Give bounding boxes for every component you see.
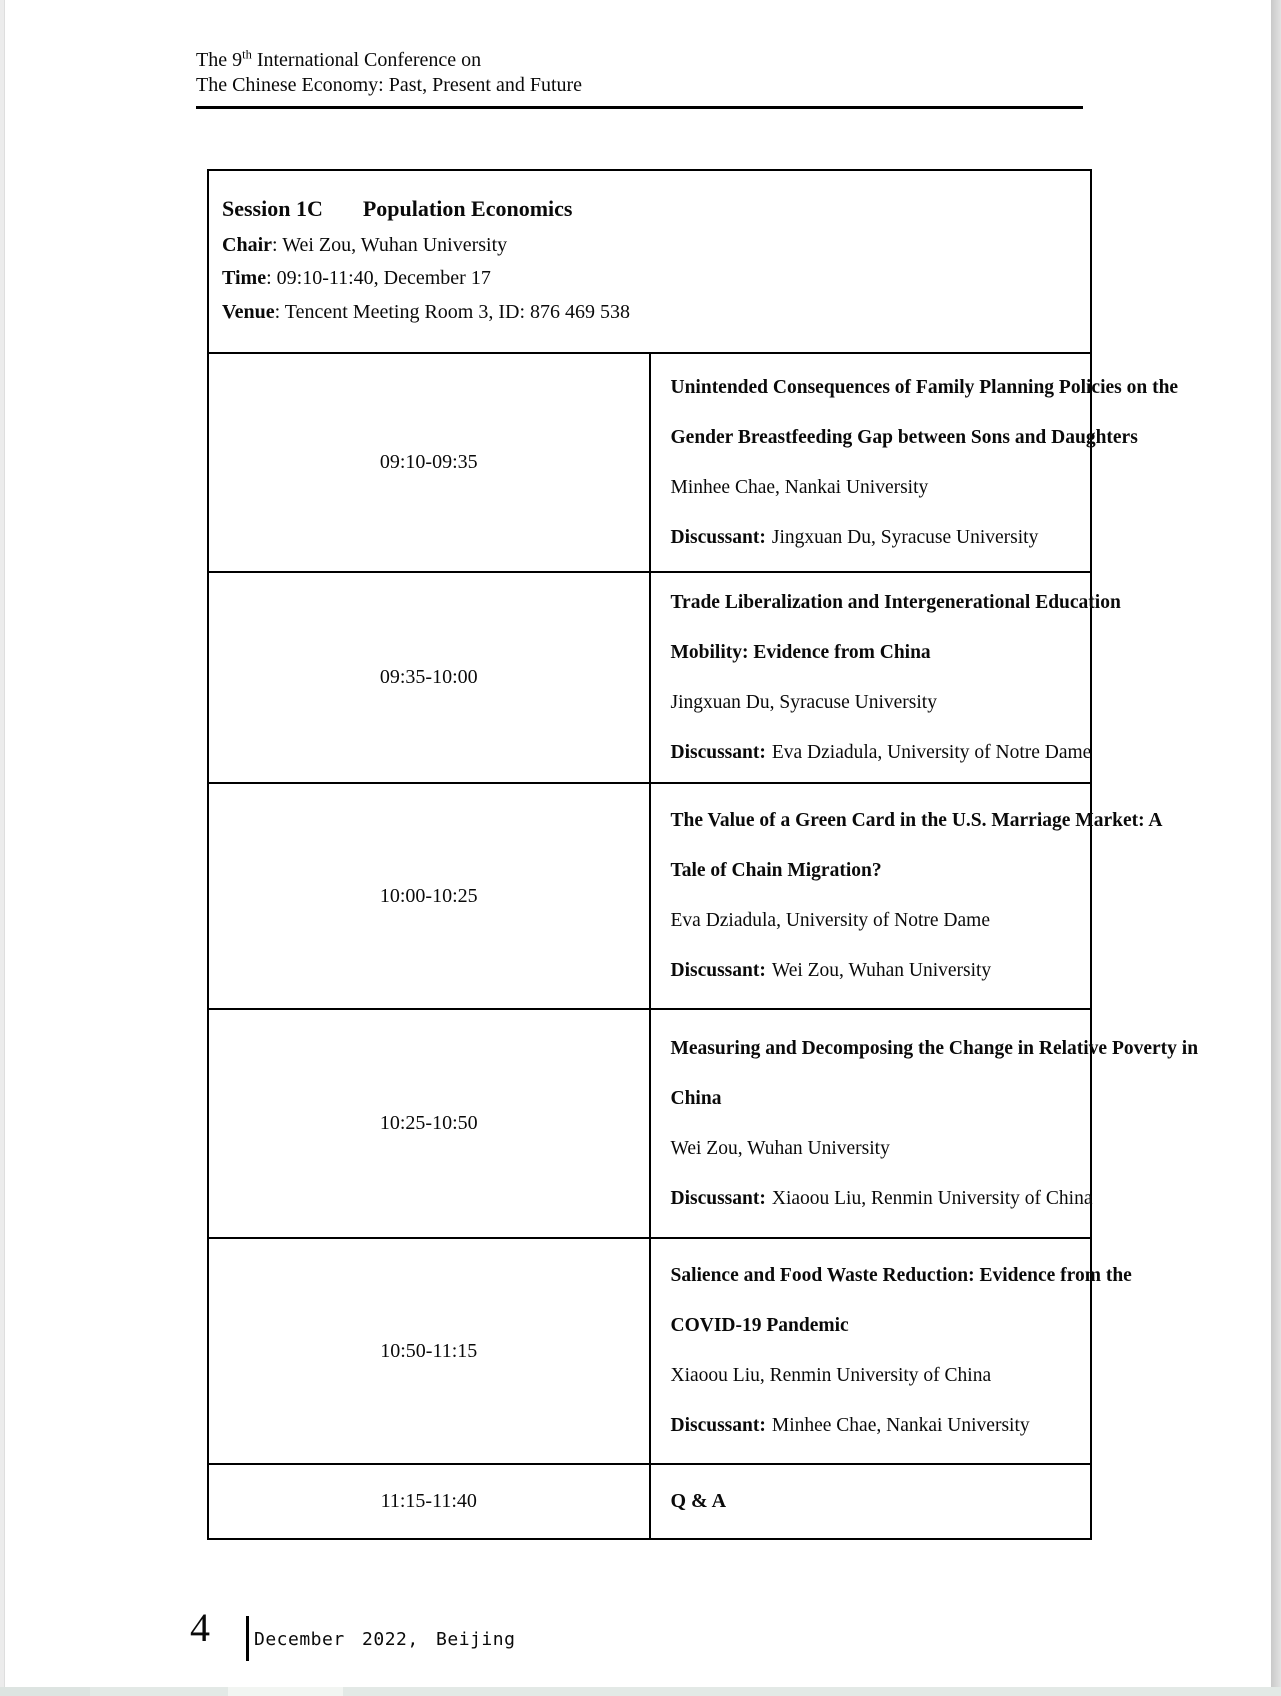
header-line-1-pre: The 9 <box>196 49 243 71</box>
talk-cell <box>650 572 1121 783</box>
discussant-name: Minhee Chae, Nankai University <box>771 1415 1030 1436</box>
qa-cell: Q & A <box>650 1464 1092 1539</box>
paper-title-line: Unintended Consequences of Family Planning Policies on the <box>670 376 1179 398</box>
session-venue <box>222 296 1077 330</box>
talk-cell <box>650 1238 1132 1464</box>
discussant-name: Xiaoou Liu, Renmin University of China <box>771 1187 1093 1209</box>
bottom-edge-segment <box>228 1687 343 1696</box>
discussant-label: Discussant: <box>670 960 766 981</box>
discussant-name: Jingxuan Du, Syracuse University <box>771 526 1039 548</box>
table-row <box>208 1238 1091 1464</box>
header-line-2: The Chinese Economy: Past, Present and Future <box>196 74 583 96</box>
discussant <box>671 1401 1081 1451</box>
page-right-edge <box>1271 0 1281 1696</box>
discussant <box>671 513 1081 563</box>
page-bottom-edge <box>0 1687 1281 1696</box>
talk-cell <box>650 783 1163 1009</box>
page-number: 4 <box>190 1605 210 1650</box>
discussant-label: Discussant: <box>670 1187 766 1209</box>
time-slot: 09:10-09:35 <box>208 353 650 572</box>
time-slot: 10:25-10:50 <box>208 1009 650 1238</box>
venue-label: Venue <box>222 300 275 323</box>
session-info-row <box>208 170 1091 353</box>
running-header <box>196 48 1083 109</box>
session-chair <box>222 229 1077 263</box>
footer-divider <box>246 1616 249 1661</box>
header-line-1 <box>196 48 1083 73</box>
presenter: Jingxuan Du, Syracuse University <box>670 691 937 713</box>
presenter: Minhee Chae, Nankai University <box>670 476 929 498</box>
paper-title-line: Gender Breastfeeding Gap between Sons and Daughters <box>670 426 1138 448</box>
session-schedule-table <box>207 169 1199 1540</box>
venue-value: : Tencent Meeting Room 3, ID: 876 469 538 <box>274 300 631 323</box>
time-slot: 10:00-10:25 <box>208 783 650 1009</box>
paper-title-line: COVID-19 Pandemic <box>670 1315 849 1336</box>
discussant-label: Discussant: <box>670 741 766 763</box>
discussant <box>671 946 1081 996</box>
discussant-name: Wei Zou, Wuhan University <box>771 960 992 981</box>
discussant-label: Discussant: <box>670 526 766 548</box>
paper-title-line: Measuring and Decomposing the Change in Relative Poverty in <box>670 1037 1199 1059</box>
discussant <box>670 1174 1093 1224</box>
presenter: Eva Dziadula, University of Notre Dame <box>670 910 990 931</box>
header-line-1-post: International Conference on <box>251 49 482 71</box>
talk-cell <box>650 353 1179 572</box>
presenter: Xiaoou Liu, Renmin University of China <box>670 1365 992 1386</box>
table-row <box>208 353 1091 572</box>
paper-title-line: China <box>670 1087 722 1109</box>
discussant-label: Discussant: <box>670 1415 766 1436</box>
presenter: Wei Zou, Wuhan University <box>670 1137 890 1159</box>
table-row <box>208 1009 1091 1238</box>
session-time <box>222 262 1077 296</box>
chair-label: Chair <box>222 233 272 256</box>
paper-title-line: Salience and Food Waste Reduction: Evidence from the <box>670 1265 1132 1286</box>
time-slot: 11:15-11:40 <box>208 1464 650 1539</box>
table-row <box>208 783 1091 1009</box>
footer-text: December 2022, Beijing <box>254 1629 516 1650</box>
bottom-edge-segment <box>0 1687 90 1696</box>
discussant-name: Eva Dziadula, University of Notre Dame <box>771 741 1092 763</box>
table-row <box>208 572 1091 783</box>
session-number: Session 1C <box>222 195 323 221</box>
talk-cell <box>650 1009 1199 1238</box>
ordinal-superscript: th <box>242 47 252 62</box>
time-label: Time <box>222 267 267 290</box>
time-slot: 09:35-10:00 <box>208 572 650 783</box>
paper-title-line: The Value of a Green Card in the U.S. Marriage Market: A <box>670 810 1163 831</box>
chair-value: : Wei Zou, Wuhan University <box>272 233 508 256</box>
table-row <box>208 1464 1091 1539</box>
paper-title-line: Tale of Chain Migration? <box>670 860 882 881</box>
session-title <box>222 196 1077 222</box>
discussant <box>670 728 1092 778</box>
paper-title-line: Trade Liberalization and Intergenerational Education <box>670 591 1121 613</box>
time-value: : 09:10-11:40, December 17 <box>266 267 491 290</box>
session-name: Population Economics <box>362 195 573 221</box>
page-left-edge <box>0 0 5 1687</box>
time-slot: 10:50-11:15 <box>208 1238 650 1464</box>
session-info-cell <box>208 170 1091 353</box>
paper-title-line: Mobility: Evidence from China <box>670 641 931 663</box>
